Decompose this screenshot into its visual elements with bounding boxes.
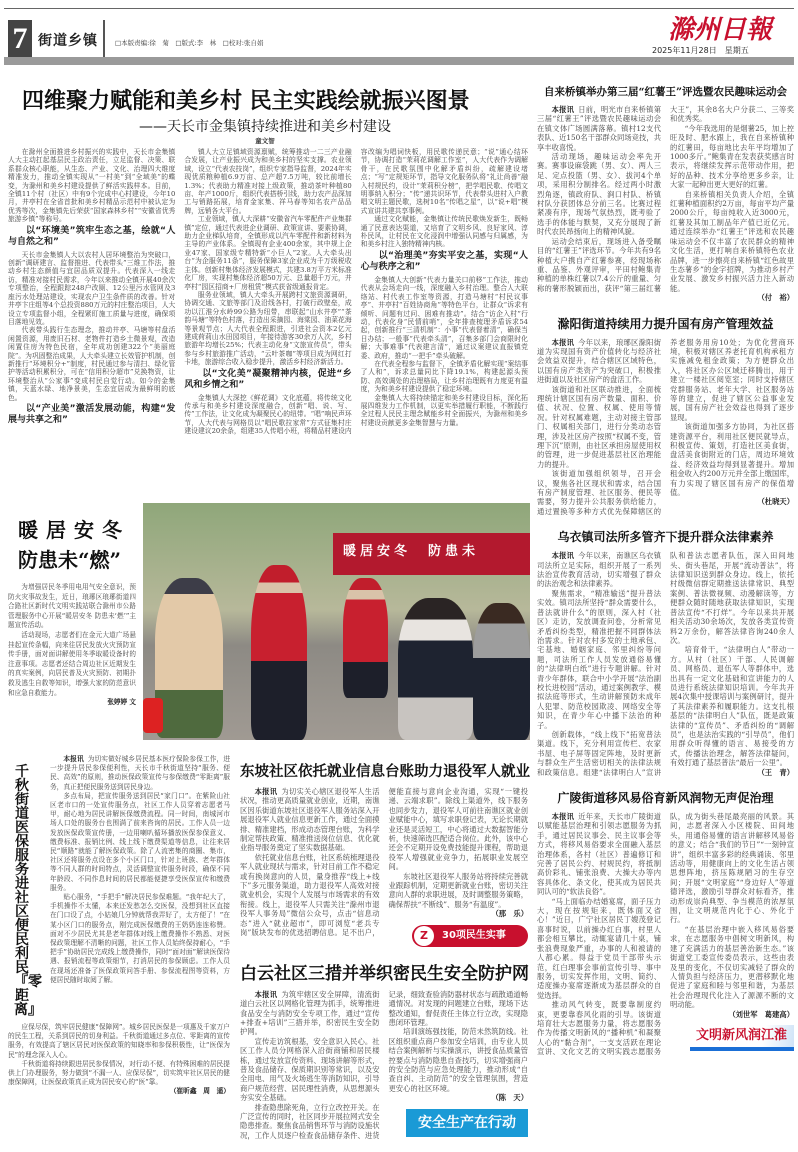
paragraph-text: 运动会结束后，现场进入备受瞩目的“红薯王”评选环节。今年共有9名种植大户携自产红薯参赛，经现场称重、品鉴、外观评审，平田村鲍集青种植的单株红薯以7.4公斤的重量、匀称的薯形脱颖而出，获评“第三届红薯大王”，其余8名大户分获二、三等奖和优秀奖。 [537, 105, 794, 293]
title-line: 防患未“燃” [18, 548, 122, 572]
author: （杜晓天） [757, 497, 794, 507]
paragraph [537, 152, 661, 237]
paragraph-text: 日前，明光市自来桥镇第三届“红薯王”评选暨农民趣味运动会在镇文体广场圆满落幕。镇村12支代表队、近150名干部群众同场竞技，共享丰收喜悦。 [537, 105, 661, 152]
resident-figure [155, 578, 223, 738]
paragraph [240, 990, 380, 1037]
main-article-body [8, 148, 528, 436]
paragraph [240, 1037, 380, 1103]
paragraph [537, 338, 661, 385]
paragraph-text: 今年以来，琅琊区滁阳街道为实现国有资产价值转化与经济社会效益双提升，结合辖区区域特色，以国有房产类资产为突破口，积极推进街道以及社区房产的盘活工作。 [537, 337, 661, 385]
paragraph-text: 东坡社区退役军人服务站将持续完善就业跟踪机制，定期更新就业台账，密切关注意向人群的求职进展，及时调整服务策略，确保帮扶“不断线”、服务“有温度”。 [388, 871, 528, 909]
section-title: 街道乡镇 [38, 33, 98, 49]
subheading: 以“环境美”筑牢生态之基，绘就“人与自然之和” [8, 225, 176, 248]
paragraph: 在滁州全面推进乡村振兴的实践中，天长市金集镇人大主动扛起基层民主政治责任，立足监督、决策、联系群众核心职能，从生态、产业、文化、治理四大维度精准发力，推动全镇实现从“一村美”到“全域美”的蝶变，为滁州和美乡村建设提供了鲜活实践样本。目前，全镇11个村（社区）中有9个完成中心村建设，今年10月，井亭村在全省首批和美乡村精品示范村中被认定为优秀等次，金集镇先后荣获“国家森林乡村”“安徽省优秀旅游乡镇”等称号。 [8, 148, 176, 224]
paragraph-text: 为切实做好城乡居民基本医疗保险参保工作，进一步提升居民参保便利性，天长市千秋街道坚持“服务、便民、高效”的原则，推动医保政策宣传与参保缴费“零距离”服务，真正把便民服务送到居民身边。 [50, 755, 231, 791]
paragraph-text: “马上面临办结婚宴席，面子压力大，现在按规矩来，既体面又省心！”近日，广宁社区居民丁嫂茂登记喜事时说，以前操办红白事，村里人都会相互攀比，动辄宴请几十桌，铺张浪费现象严重，办事的人和被请的人都心累。得益于党员干部带头示范，红白理事会事前宣传引导、事中服务，切实发挥作用，文明、简约、适度操办宴席逐渐成为基层群众的自觉选择。 [537, 896, 661, 1000]
emblem-icon: Z [414, 926, 434, 946]
paragraph [389, 872, 529, 910]
divider [103, 20, 105, 60]
paragraph-text: 排查隐患除死角，立行立改控开关。在广泛宣传的同时，社区同步开展拉网式安全隐患排查。聚焦食品销售环节与消防设施状况，工作人员逐户检查食品储存条件、进货记录，细致查验消防器材状态与疏散通道畅通情况。对发现的问题建立台账，现场下达整改通知，督促责任主体立行立改，实现隐患闭环管理。 [240, 989, 528, 1140]
guangling-body [537, 812, 794, 1057]
paragraph-text: 多点布局，把宣传服务送到居民“家门口”。在紫险山社区老市口的一处宣传服务点，社区工作人员穿着志愿者马甲，耐心地为居民讲解医保缴费流程。同一时间，南城河市场人口处的服务台也围满了前来咨询的居民。工作人员一边发放医保政策宣传册，一边用喇叭循环播放医保参保意义、缴费标准、报销比例、线上线下缴费渠道等信息，让往来居民“顺路”就能了解医保政策。除了人流密集的商圈、集市，社区还将服务点设在多个小区门口，针对上班族、老年群体等不同人群的时间特点，灵活调整宣传服务时段，确保不同年龄段、不同作息时间的居民都能便捷享受医保宣传和缴费服务。 [50, 791, 230, 892]
lead-label: 本报讯 [551, 337, 575, 347]
paragraph-text: 培训演练强技能，防范未然筑防线。社区组织重点商户参加安全培训，由专业人员结合案例解析与实操演示，讲授食品质量管控要点与消防隐患自查技巧，切实增强商户的安全防范与应急处理能力，推动形成“自查自纠、主动防范”的安全管理氛围，营造更安心的社区环境。 [388, 1027, 528, 1093]
staff-credits: □本版责编:徐 菊 □版式:李 林 □校对:张自娟 [115, 39, 264, 47]
paragraph [537, 105, 661, 152]
author: （刘世军 葛建高） [728, 1009, 794, 1019]
resident-figure [473, 603, 530, 740]
paragraph: 金集镇人大深挖《鲜花调》文化底蕴，将传统文化传承与和美乡村建设深度融合，创新“唱、说、写、传”工作法，让文化成为凝聚民心的纽带。“唱”响民声环节，人大代表与网格员以“唱民歌拉家常”方式征集村庄建设建议20余条，组建35人传唱小班，将精品村建设内容改编为唱词快板，用民歌传递民意；“说”通心结环节，协调打造“茉莉花调解工作室”，人大代表作为调解骨干，在民歌氛围中化解矛盾纠纷，疏解建设堵点；“写”定规矩环节，指导文化服务队将“礼让尚善”融入村规民约，设计“茉莉积分榜”，把学唱民歌、传唱文明事纳入积分；“传”递共识环节，代表带头进村入户教唱文明主题民歌，选树10名“传唱之星”，以“说+唱”模式宣讲共建共享事例。 [184, 148, 528, 436]
zilaiqiao-headline: 自来桥镇举办第三届“红薯王”评选暨农民趣味运动会 [543, 86, 788, 98]
main-byline: 童文智 [255, 137, 275, 145]
main-headline: 四维聚力赋能和美乡村 民主实践绘就振兴图景 [22, 88, 470, 114]
lead-label: 本报讯 [551, 551, 575, 561]
paragraph: 为增强居民冬季用电用气安全意识，预防火灾事故发生，近日，琅琊区琅琊街道四合路社区新时代文明实践站联合滁州市公路管理服务中心开展“暖居安冬 防患未‘燃’”主题宣传活动。 [8, 583, 136, 630]
paragraph-text: 为切实关心辖区退役军人生活状况，推动更高质量就业创业，近期，南谯区因乐街道东坡社区退役军人服务站深入开展退役军人就业信息更新工作，通过全面摸排、精准建档，形成动态管理台账，为科学制定帮扶政策、精准推送岗位信息、优化就业指导服务奠定了坚实数据基础。 [240, 787, 380, 853]
author: （崔昕鑫 周 遥） [169, 1087, 230, 1096]
dongpo-headline: 东坡社区依托就业信息台账助力退役军人就业 [240, 763, 530, 780]
paragraph [8, 792, 230, 893]
paragraph: 服务业领域，镇人大牵头开展跨村文旅资源调研，协调交通、文旅等部门及沿线各村，打破行政壁垒，成功以江淮分水岭99公路为纽带，串联起“山水井亭”“茶韵马塘”等特色村落，打造出采摘园、海棠园、油菜花海等景观节点；人大代表全程跟进，引进社会资本2亿元建成荷莉山水田园项目，年接待游客30余万人次，乡村旅游年均增长25%；代表主动化身“文旅宣传员”，带头参与乡村旅游推广活动，“云叶茶咖”等项目成为网红打卡地，旅游综合收入稳步提升，激活乡村经济新活力。 [184, 290, 352, 367]
lead-label: 本报讯 [254, 787, 278, 796]
paragraph-text: 依托就业信息台账，社区系统梳理退役军人就业现状与需求，针对目前工作不稳定或有换岗意向的人员，量身推荐“线上+线下”多元服务渠道，助力退役军人高效对接就业机会，实现个人发展与市场需求的有效衔接。线上，退役军人只需关注“滁州市退役军人事务局”微信公众号，点击“信息动态”进入“就业超市”，即可浏览“老兵专岗”版块发布的优选招聘信息。足不出户，便能直接与意向企业沟通，实现“一键投递、云端求职”。除线上渠道外，线下服务也同步发力，退役军人可前往南谯区就业创业赋能中心，填写求职登记表，无论长期就业还是灵活短工，中心将通过大数据智能分析，快速筛选匹配适合岗位。此外，该中心还会不定期开设免费技能提升课程，帮助退役军人增强就业竞争力，拓展职业发展空间。 [240, 787, 528, 938]
paragraph [240, 787, 380, 853]
paragraph-text: 推动风气转变，既要靠制度约束，更要靠春风化雨的引导。该街道培育壮大志愿服务力量，将志愿服务作为传播文明新风的“播种机”和凝聚人心的“黏合剂”，一支支活跃在理论宣讲、文化文艺的文明实践志愿服务队，成为街头巷尾最亮丽的风景。其间，志愿者深入小区楼院、田间地头，用通俗易懂的语言讲解移风易俗的意义；结合“我们的节日”“一刻钟宣讲”，组织丰富多彩的经典诵读、邻里活动等，用健康向上的文化生活占领思想阵地，挤压陈规陋习的生存空间；开展“文明家庭”“身边好人”等道德评选，激励引导群众对标看齐，推动形成崇尚典型、争当模范的浓厚氛围，让文明规范内化于心、外化于行。 [537, 812, 794, 1057]
title-line: 暖居安冬 [18, 518, 130, 542]
paragraph: 通过文化赋能，金集镇让传统民歌焕发新生，既畅通了民意表达渠道，又培育了文明乡风、良好家风、淳朴民风，让村民在文化浸润中增强认同感与归属感，为和美乡村注入独特精神内核。 [360, 215, 528, 249]
header-bar [4, 57, 794, 65]
paragraph [670, 190, 794, 293]
paragraph: 工业领域，镇人大深耕“安徽省汽车零配件产业集群镇”定位，通过代表进企业调研、政策宣讲、要素协调，助力企业梯队培育，全镇形成以汽车零配件和新材料为主导的产业体系。全镇现有企业400余家，其中规上企业47家、国家级专精特新“小巨人”2家。人大牵头出台“为企服务11条”，服务保障3家企业成为千万级税收主体。创新村集体经济发展模式，共建3.8万平方米标准化厂房，实现村集体经济超50万元、总量超千万元，井亭村“园区招商+厂房租赁”模式获省级通报肯定。 [184, 215, 352, 291]
zilaiqiao-body [537, 105, 794, 303]
paragraph [537, 385, 661, 470]
photo-story-title [18, 515, 130, 575]
livelihood-badge [412, 925, 528, 947]
volunteer-figure [343, 578, 388, 698]
paragraph-text: 为筑牢辖区安全屏障，清流街道白云社区以网格化管理为抓手，统筹推进食品安全与消防安全专项工作，通过“宣传+排查+培训”三措并举，织密民生安全防护网。 [240, 989, 380, 1037]
badge-label: 30项民生实事 [442, 929, 506, 941]
paragraph: 活动现场，志愿者们在金元大道广场悬挂起宣传条幅，向来往居民发放火灾预防宣传手册，面对面讲解使用冬季取暖设备时的注意事项。志愿者还结合周边社区近期发生的真实案例，向居民普及火灾预防、初期扑救及逃生自救等知识，增强大家的防范意识和应急自救能力。 [8, 630, 136, 697]
newspaper-logo: 滁州日報 [668, 15, 773, 45]
author: （那 乐） [491, 909, 528, 919]
news-photo [143, 503, 530, 740]
paragraph [670, 925, 794, 1010]
red-bag [143, 698, 163, 733]
author: 张婷婷 文 [107, 698, 136, 707]
right-column [537, 84, 794, 1069]
paragraph [670, 645, 794, 767]
resident-figure [398, 598, 473, 740]
qianqiu-headline: 千秋街道医保服务进社区便民利民『零距离』 [14, 764, 42, 1018]
paragraph-text: “在基层治理中嵌入移风易俗要求，在志愿服务中倡树文明新风，构建了充满活力的基层善治新生态。”该街道党工委宣传委员表示，这些由表及里的变化，不仅切实减轻了群众的人情负担与经济压力，更潜移默化地促进了家庭和睦与邻里和谐，为基层社会治理现代化注入了源源不断的文明动能。 [670, 924, 794, 1010]
paragraph: 天长市金集镇人大以农村人居环境整治为突破口，创新“调研建言、监督推进、代表带头”三维工作法，推动乡村生态颜值与宜居品质双提升。代表深入一线走访，精准对接村民需求，今年以来推动全镇开展40余次专项整治，全程跟踪248户改厕、12公里污水管网及3座污水处理站建设，实现农户卫生条件质的改善。针对井亭卞庄组等4个总投资880万元的村庄整治项目，人大设立专项监督小组，全程紧盯施工质量与进度，确保项目落地见效。 [8, 250, 176, 326]
qianqiu-article [8, 755, 230, 1097]
lead-label: 本报讯 [551, 105, 575, 114]
paragraphs-wide [8, 1021, 230, 1097]
lead-label: 本报讯 [63, 755, 84, 763]
paragraph [670, 422, 794, 497]
baiyun-body [240, 990, 528, 1141]
paragraph-text: 该街道和社区联动推进，全面梳理统计辖区国有房产数量、面积、价值、状况、位置、权属、使用等情况。针对权属难题，主动对接主管部门、权属相关部门，进行分类动态管理，涉及社区房产按照“权属不变，管理下沉”原则，由社区承担房屋使用权的管理，进一步促进基层社区治理能力的提升。 [537, 384, 661, 469]
paragraph [537, 812, 661, 897]
page-number: 7 [8, 20, 32, 58]
dongpo-body [240, 787, 528, 947]
center-bottom-column [240, 760, 528, 1152]
subheading: 以“文化美”凝聚精神内核，促进“乡风和乡情之和” [184, 368, 352, 391]
paragraph-text: 近年来，天长市广陵街道以赋能基层治理和引领志愿服务为抓手，通过居民议事会、民主议事会等方式，将移风易俗要求全面融入基层治理体系，各村（社区）普遍修订和完善了居民公约、村规民约，将抵制高价彩礼、铺张浪费、大操大办等内容具体化、条文化，使其成为居民共同认可的“软法良俗”。 [537, 812, 661, 897]
paragraph-text: 活动现场，趣味运动会率先开赛。赛事设麻袋跳（男、女）、两人三足、定点投篮（男、女）、拔河4个单项，采用积分制排名。经过两小时激烈角逐，镇政府队、涧口村队、桥镇村队分获团体总分前三名。比赛过程紧凑有序，现场气氛热烈，既考验了选手的体能与默契，又充分展现了新时代农民昂扬向上的精神风貌。 [537, 152, 661, 237]
paragraph: 金集镇人大将持续锚定和美乡村建设目标，深化拓展四维发力工作机制，以更实举措履行职能，不断践行全过程人民民主理念赋能乡村全面振兴，为滁州和美乡村建设贡献更多金集智慧与力量。 [360, 393, 528, 427]
wuyi-headline: 乌衣镇司法所多管齐下提升群众法律素养 [557, 530, 774, 545]
paragraph-text: 该街道加强多方协同，为社区搭建资源平台，利用社区便民就导点，积极宣传、策划，打造社区美食街，盘活美食街附近的门店，周边环境效益、经济效益均得到显著提升。增加租金收入约200万元并全部上缴国库，有力实现了辖区国有房产的保值增值。 [670, 422, 794, 498]
author: （王 青） [757, 767, 794, 777]
civilization-badge: 文明新风润江淮 [690, 1025, 794, 1051]
paragraph [389, 1027, 529, 1093]
paragraph-text: 创新载体，“线上线下”拓宽普法渠道。线下，充分利用宣传栏、农家书屋、电子屏等固定阵地，及时更新与群众生产生活密切相关的法律法规和政策信息。组建“法律明白人”宣讲队和普法志愿者队伍，深入田间地头、街头巷尾，开展“流动普法”，将法律知识送到群众身边。线上，依托村级微信群定期推送法律常识、典型案例、普法微视频、动漫解读等，方便群众随时随地获取法律知识，实现普法宣传“不打烊”。今年以来共开展相关活动30余场次，发放各类宣传资料2万余份，解答法律咨询240余人次。 [537, 551, 794, 777]
paragraph [8, 893, 230, 985]
paragraph [8, 755, 230, 792]
author: （付 裕） [757, 293, 794, 303]
paragraph: 镇人大立足镇域资源禀赋，统筹推动一二三产业融合发展，让产业振兴成为和美乡村的坚实支撑。农业领域，设立“代表农技岗”，组织专家指导监督，2024年实现优质粮种植6.9万亩、总产超7.5万吨，较比前增长1.3%；代表助力精准对接上级政策，推动茶叶种植80亩、年产1000斤，组织代表搭桥引线，助力农产品深加工与销路拓展，培育金家集、祥马春等知名农产品品牌，远销各大平台。 [184, 148, 352, 215]
lead-label: 本报讯 [254, 989, 278, 999]
paragraph-text: 今年以来，南谯区乌衣镇司法所立足实际，组织开展了一系列法治宣传教育活动，切实增强了群众的法治观念和法律素养。 [537, 551, 661, 589]
issue-date: 2025年11月28日 星期五 [652, 46, 749, 55]
paragraph [537, 897, 661, 1000]
paragraph-text: 自来桥镇相关负责人介绍，全镇红薯种植面积约2万亩，每亩平均产量2000公斤，每亩纯收入近3000元，红薯及其加工制品年产值已近亿元。通过连续举办“红薯王”评选和农民趣味运动会不仅丰富了农民群众的精神文化生活，更打响自来桥镇特色农业品牌，进一步擦亮自来桥镇“红色故里 生态薯乡”的金字招牌，为推动乡村产业发展、激发乡村振兴活力注入新动能。 [670, 189, 794, 293]
lead-label: 本报讯 [551, 812, 575, 821]
paragraph-text: 该街道加强组织领导，召开会议，聚焦各社区现状和需求，结合国有房产制度管理、社区服务、便民等需要，努力提升公共服务供给能力，通过置换等多种方式优先保障辖区的养老服务用房10处；为优化营商环境，积极对辖区养老托育机构承租方实施减免租金政策；为方便群众出入，将社区办公区域迁移腾出，用于建立一楼社区阅览室；同时支持辖区党群服务站、老年大学、社区服务站等的建立，促进了辖区公益事业发展，国有房产社会效益也得到了逐步显现。 [537, 337, 794, 516]
paragraph [537, 589, 661, 730]
paragraph: 金集镇人大创新“代表力量关口前移”工作法，推动代表从会场走向一线，深度融入乡村治理。整合人大联络站、村代表工作室等资源，打造马塘村“村民议事亭”、井亭村“百姓协商角”等特色平台，让群众“诉求有倾听、问题有过问、困难有推动”。结合“访企入村”行动，代表化身“民情前哨”，全年排查梳理矛盾诉求54起，创新推行“三清机制”：小事“代表督着清”，确保当日办结；一般事“代表牵头清”，召集多部门会商限时化解；大事难事“代表建言清”，通过议案建议直报镇党委、政府，推动“一把手”牵头破解。 [360, 275, 528, 360]
paragraph: 应保尽保，筑牢居民健康“保障网”。城乡居民医保是一项惠及千家万户的民生工程，关系到居民的切身利益。千秋街道通过多点位、零距离的宣传服务，有效提高了辖区居民对医保政策的知晓率和参保积极性，让“医保为民”的理念深入人心。 [8, 1023, 230, 1059]
paragraph-text: 聚焦需求，“精准输送”提升普法实效。镇司法所坚持“群众需要什么，普法就讲什么”的原则，深入村（社区）走访，发放调查问卷，分析常见矛盾纠纷类型，精准把握不同群体法治需求。针对农村多发的土地承包、宅基地、婚姻家庭、邻里纠纷等问题，司法所工作人员发放通俗易懂的“法律明白纸”进行专题讲解。针对青少年群体，联合中小学开展“法治副校长进校园”活动，通过案例教学、模拟法庭等形式，生动讲解预防未成年人犯罪、防范校园欺凌、网络安全等知识，在青少年心中播下法治的种子。 [537, 588, 661, 730]
guangling-headline: 广陵街道移风易俗育新风润物无声促治理 [557, 791, 774, 805]
volunteer-figure [251, 565, 307, 740]
subheading: 以“产业美”激活发展动能，构建“发展与共享之和” [8, 403, 176, 426]
safety-badge: 安全生产在行动 [406, 1109, 528, 1137]
chuyang-body [537, 338, 794, 517]
main-subtitle: ——天长市金集镇持续推进和美乡村建设 [139, 119, 391, 135]
paragraph: 代表带头践行生态理念，推动井亭、马塘等村盘活闲置资源，用废旧石材、老物件打造乡土微景观，改造闲置住房为特色民宿，全年成功创建322个“美丽庭院”。为巩固整治成果，人大牵头建立长效管护机制，创新推行“环境积分+”制度，村民通过参与清扫、绿化管护等活动积累积分，可在“信用积分超市”兑换物资，让环境整治从“公家事”变成村民自觉行动。如今的金集镇，天蓝水绿、地净景美，生态宜居成为最鲜明的底色。 [8, 326, 176, 402]
paragraph: 在代表全程参与监督下，全镇矛盾化解实现“案结事了人和”，诉求总量同比下降19.1%，构建起源头预防、高效调处的治理格局，让乡村治理既有力度更有温度，为和美乡村建设提供了稳定环境。 [360, 359, 528, 394]
author: （陈 天） [491, 1093, 528, 1103]
wuyi-body [537, 551, 794, 777]
subheading: 以“治理美”夯实平安之基，实现“人心与秩序之和” [360, 250, 528, 273]
paragraph: 千秋街道将持续跟进居民参保情况，对行动不便、有特殊困难的居民提供上门办理服务，努力做到“不漏一人、应保尽保”，切实筑牢社区居民的健康保障网，让医保政策真正成为居民安心的“医”靠。 [8, 1059, 230, 1087]
paragraph-text: 培育骨干，“法律明白人”带动一方。从村（社区）干部、人民调解员、网格员、退伍军人等群体中，选出具有一定文化基础和宣讲能力的人员进行系统法律知识培训。今年共开展4次集中授课培训与案例研讨，提升了其法律素养和履职能力。这支扎根基层的“法律明白人”队伍，既是政策法律的“宣传员”、矛盾纠纷的“调解员”，也是法治实践的“引导员”，他们用群众听得懂的语言、易接受的方式，传播法治理念，解答法律疑问，有效打通了基层普法“最后一公里”。 [670, 645, 794, 768]
banner: 暖居安冬 防患未 [333, 533, 530, 575]
paragraph-text: 宣传走访筑根基，安全意识入民心。社区工作人员分网格深入沿街商铺和居民楼栋，通过发放宣传资料、现场讲解等形式，普及食品储存、保质期识别等常识，以及安全用电、用气及火场逃生等消防知识，引导商户规范经营、居民理性消费，从思想源头夯实安全基础。 [240, 1036, 380, 1103]
photo-story-body [8, 583, 136, 708]
paragraph-text: 贴心服务，“手把手”解决居民参保难题。“我年纪大了，手机操作不太懂，本来还发愁怎么交医保，没想到社区直接在门口设了点，小姑娘几分钟就帮我弄好了，太方便了！”在某小区门口的服务点，刚完成医保缴费的王奶奶连连称赞。面对不少居民尤其是老年群体对线上缴费操作不熟悉、对医保政策理解不清晰的问题，社区工作人员始终保持耐心，“手把手”协助居民完成线上缴费操作，同时“面对面”解读医保待遇、报销流程等政策细节，打消居民的参保顾虑。工作人员在现场还准备了医保政策问答手册、参保流程图等资料，方便居民随时取阅了解。 [50, 893, 230, 984]
paragraph [670, 124, 794, 190]
baiyun-headline: 白云社区三措并举织密民生安全防护网 [240, 963, 529, 984]
chuyang-headline: 滁阳街道持续用力提升国有房产管理效益 [557, 316, 774, 331]
paragraph-text: “今年我选用的是烟薯25，加上控旺及时、肥水跟上，我在自来桥镇种的红薯田，每亩地比去年平均增加了1000多斤。”鲍集青在发表获奖感言时表示，将继续发挥示范带动作用，把好的品种、技术分享给更多乡亲，让大家一起种出更大更好的红薯。 [670, 123, 794, 190]
paragraph [537, 551, 661, 589]
